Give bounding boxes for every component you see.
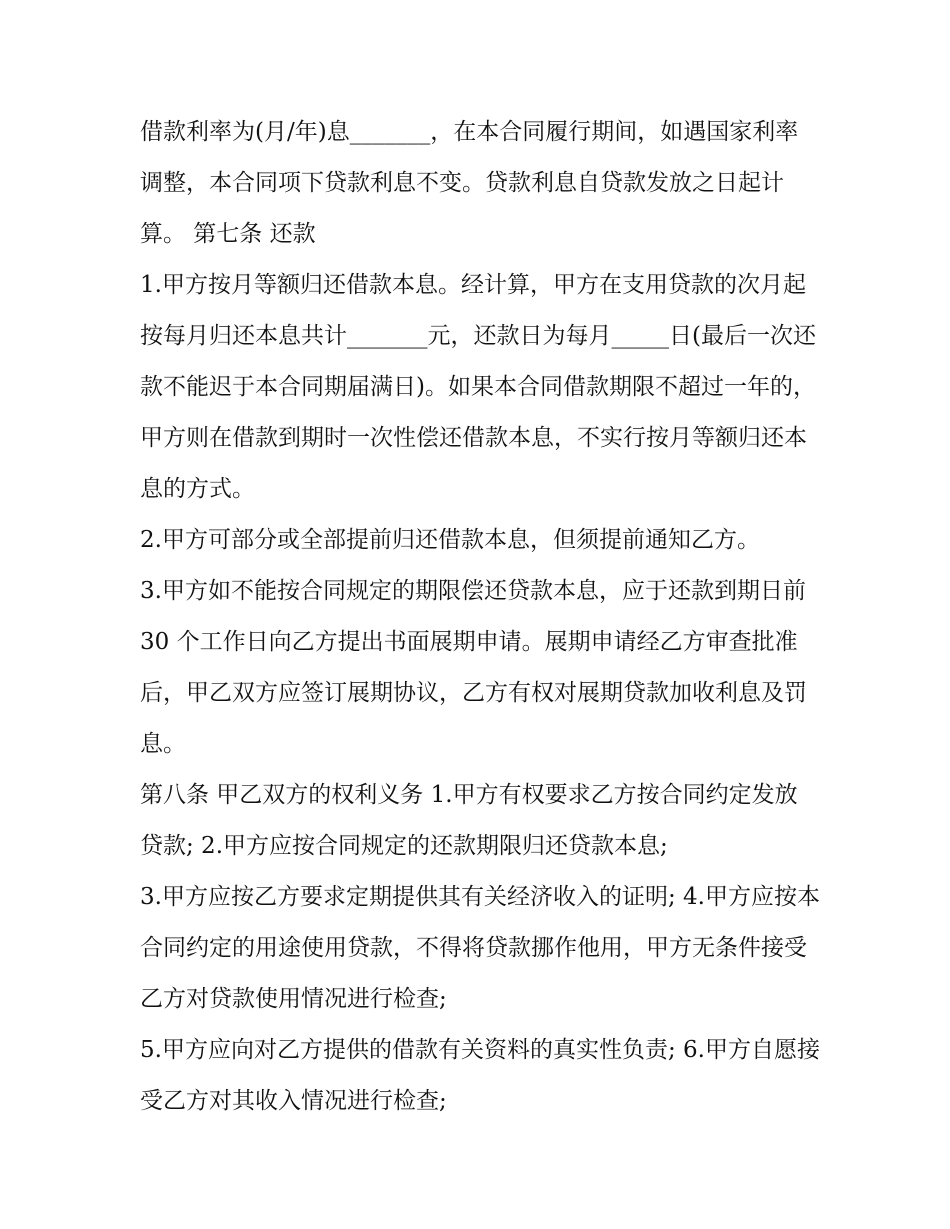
paragraph-extension-application: 3.甲方如不能按合同规定的期限偿还贷款本息，应于还款到期日前 30 个工作日向乙方提出书面展期申请。展期申请经乙方审查批准后，甲乙双方应签订展期协议，乙方有权对展期贷款加收利息及罚息。 [140, 578, 807, 757]
paragraph-early-repayment: 2.甲方可部分或全部提前归还借款本息，但须提前通知乙方。 [140, 527, 760, 553]
paragraph-repayment-monthly: 1.甲方按月等额归还借款本息。经计算，甲方在支用贷款的次月起按每月归还本息共计_______元，还款日为每月_____日(最后一次还款不能迟于本合同期届满日)。如果本合同借款期限不超过一年的，甲方则在借款到期时一次性偿还借款本息，不实行按月等额归还本息的方式。 [140, 272, 816, 502]
paragraph-data-authenticity: 5.甲方应向对乙方提供的借款有关资料的真实性负责; 6.甲方自愿接受乙方对其收入情况进行检查; [140, 1037, 820, 1114]
paragraph-rights-obligations: 第八条 甲乙双方的权利义务 1.甲方有权要求乙方按合同约定发放贷款; 2.甲方应按合同规定的还款期限归还贷款本息; [140, 782, 798, 859]
paragraph-interest-rate: 借款利率为(月/年)息_______，在本合同履行期间，如遇国家利率调整，本合同项下贷款利息不变。贷款利息自贷款发放之日起计算。 第七条 还款 [140, 119, 799, 247]
paragraph-income-proof: 3.甲方应按乙方要求定期提供其有关经济收入的证明; 4.甲方应按本合同约定的用途使用贷款，不得将贷款挪作他用，甲方无条件接受乙方对贷款使用情况进行检查; [140, 884, 820, 1012]
document-body [140, 107, 820, 1127]
